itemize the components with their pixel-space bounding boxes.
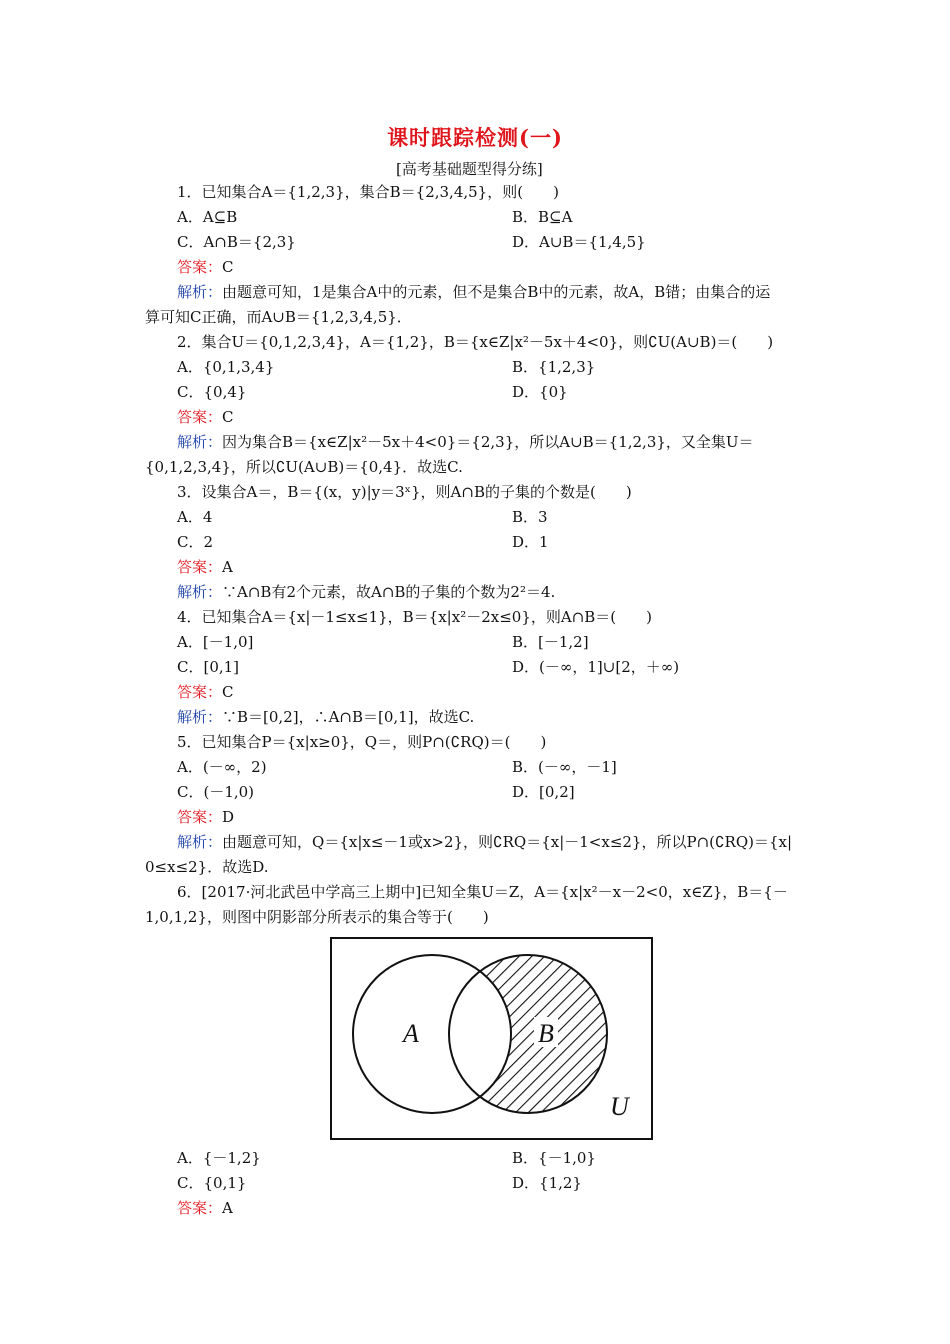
question-1-option-d: D．A∪B＝{1,4,5} [512,233,646,251]
set-a-label: A [403,1019,419,1048]
answer-value: C [222,258,234,276]
question-3-stem: 3．设集合A＝，B＝{(x，y)|y＝3ˣ}，则A∩B的子集的个数是( ) [177,483,632,501]
question-2-analysis-line-2: {0,1,2,3,4}，所以∁U(A∪B)＝{0,4}．故选C. [145,458,463,476]
question-2-option-b: B．{1,2,3} [512,358,596,376]
answer-value: A [222,558,233,576]
analysis-label: 解析： [177,708,223,726]
analysis-line: 由题意可知，Q＝{x|x≤－1或x>2}，则∁RQ＝{x|－1<x≤2}，所以P∩(∁RQ)＝{x| [222,833,793,851]
question-3-answer [177,557,233,577]
question-6-option-d: D．{1,2} [512,1174,582,1192]
question-2-analysis [177,432,754,452]
question-3-option-c: C．2 [177,533,214,551]
analysis-line: 因为集合B＝{x∈Z|x²－5x＋4<0}＝{2,3}，所以A∪B＝{1,2,3}，又全集U＝ [222,433,754,451]
question-6-option-a: A．{－1,2} [177,1149,261,1167]
question-4-analysis [177,707,474,727]
analysis-label: 解析： [177,433,223,451]
question-1-analysis-line-2: 算可知C正确，而A∪B＝{1,2,3,4,5}． [145,308,412,326]
page-subtitle: [高考基础题型得分练] [396,160,543,178]
question-2-stem: 2．集合U＝{0,1,2,3,4}，A＝{1,2}，B＝{x∈Z|x²－5x＋4<0}，则∁U(A∪B)＝( ) [177,333,774,351]
question-1-stem: 1．已知集合A＝{1,2,3}，集合B＝{2,3,4,5}，则( ) [177,183,559,201]
question-5-answer [177,807,234,827]
answer-label: 答案： [177,258,223,276]
answer-label: 答案： [177,408,223,426]
question-5-option-c: C．(－1,0) [177,783,255,801]
analysis-label: 解析： [177,283,223,301]
question-6-stem: 6．[2017·河北武邑中学高三上期中]已知全集U＝Z，A＝{x|x²－x－2<0，x∈Z}，B＝{－ [177,883,788,901]
question-2-option-c: C．{0,4} [177,383,247,401]
question-3-option-b: B．3 [512,508,548,526]
answer-value: C [222,683,234,701]
venn-diagram [330,937,653,1140]
question-1-option-b: B．B⊆A [512,208,573,226]
analysis-line: 由题意可知，1是集合A中的元素，但不是集合B中的元素，故A，B错；由集合的运 [222,283,771,301]
set-b-label: B [538,1019,554,1048]
question-5-stem: 5．已知集合P＝{x|x≥0}，Q＝，则P∩(∁RQ)＝( ) [177,733,547,751]
answer-label: 答案： [177,808,223,826]
question-6-option-c: C．{0,1} [177,1174,247,1192]
answer-label: 答案： [177,558,223,576]
question-3-analysis [177,582,555,602]
question-1-option-c: C．A∩B＝{2,3} [177,233,296,251]
analysis-label: 解析： [177,583,223,601]
question-1-analysis [177,282,770,302]
page-title: 课时跟踪检测(一) [387,125,563,150]
question-5-option-a: A．(－∞，2) [177,758,267,776]
question-3-option-a: A．4 [177,508,213,526]
question-1-option-a: A．A⊆B [177,208,238,226]
question-4-option-b: B．[－1,2] [512,633,589,651]
answer-value: C [222,408,234,426]
question-6-answer [177,1198,233,1218]
question-4-option-a: A．[－1,0] [177,633,254,651]
answer-value: A [222,1199,233,1217]
answer-value: D [222,808,235,826]
analysis-line: ∵B＝[0,2]，∴A∩B＝[0,1]，故选C. [222,708,475,726]
question-1-answer [177,257,234,277]
question-2-answer [177,407,234,427]
question-5-option-b: B．(－∞，－1] [512,758,617,776]
question-4-answer [177,682,234,702]
question-2-option-a: A．{0,1,3,4} [177,358,275,376]
question-5-analysis [177,832,792,852]
venn-diagram-svg [332,939,651,1138]
question-4-stem: 4．已知集合A＝{x|－1≤x≤1}，B＝{x|x²－2x≤0}，则A∩B＝( ) [177,608,652,626]
question-6-stem-line-2: 1,0,1,2}，则图中阴影部分所表示的集合等于( ) [145,908,489,926]
question-2-option-d: D．{0} [512,383,568,401]
question-4-option-c: C．[0,1] [177,658,240,676]
question-4-option-d: D．(－∞，1]∪[2，＋∞) [512,658,680,676]
question-3-option-d: D．1 [512,533,549,551]
answer-label: 答案： [177,683,223,701]
analysis-label: 解析： [177,833,223,851]
universe-label: U [610,1092,629,1121]
question-5-analysis-line-2: 0≤x≤2}．故选D. [145,858,269,876]
question-6-option-b: B．{－1,0} [512,1149,596,1167]
question-5-option-d: D．[0,2] [512,783,575,801]
analysis-line: ∵A∩B有2个元素，故A∩B的子集的个数为2²＝4. [222,583,556,601]
answer-label: 答案： [177,1199,223,1217]
